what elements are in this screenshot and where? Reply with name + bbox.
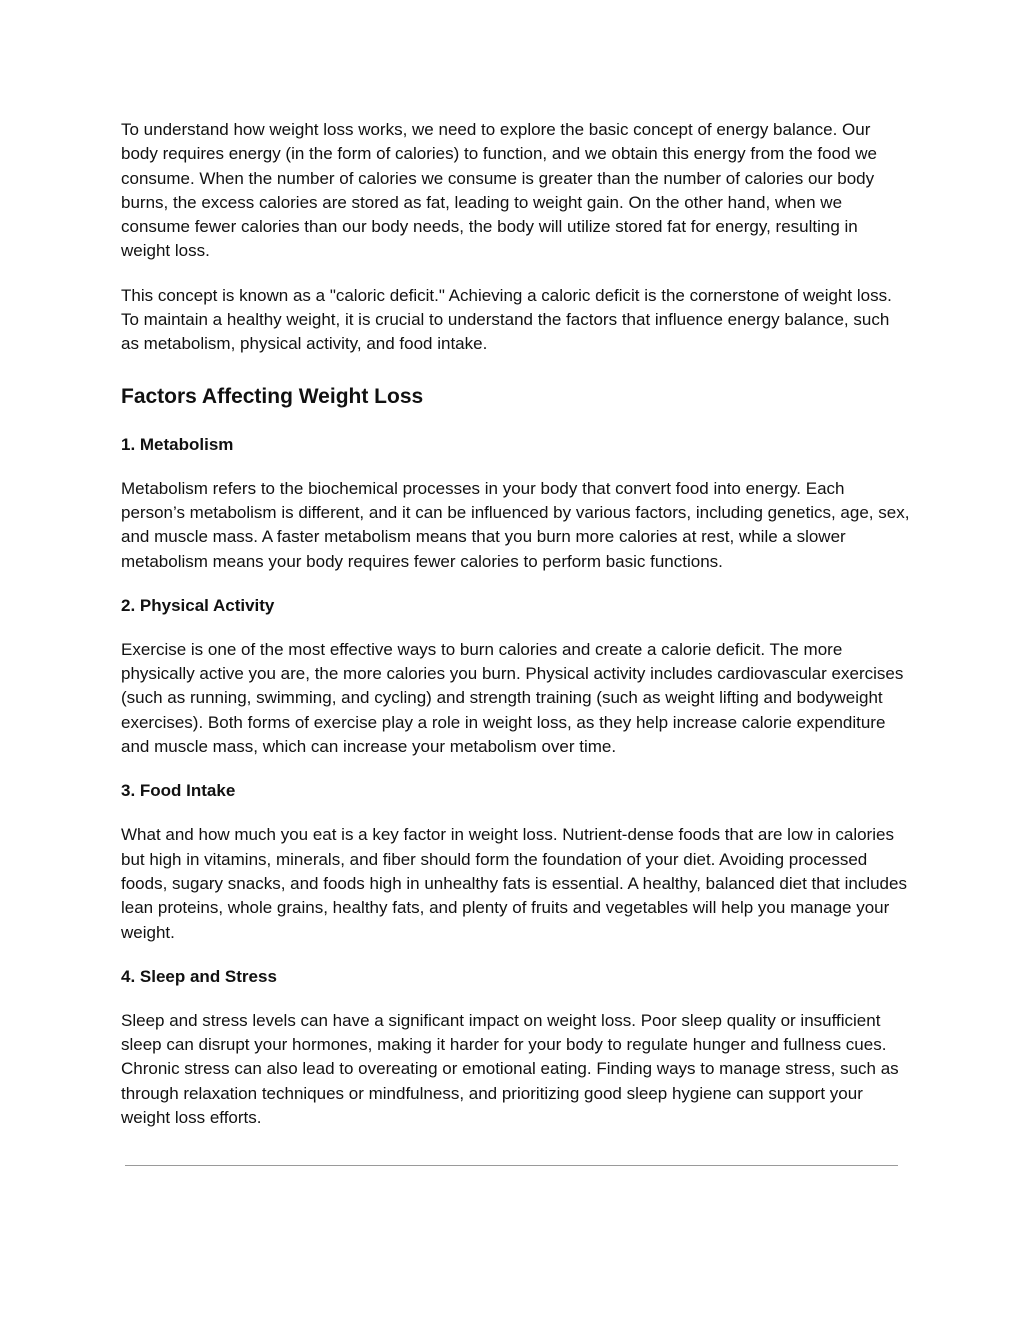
factor-heading-sleep-stress: 4. Sleep and Stress <box>121 966 277 986</box>
factor-text-physical-activity: Exercise is one of the most effective ways to burn calories and create a calorie deficit. The more physically active you are, the more calories you burn. Physical activity includes cardiovascular exercises (such as running, swimming, and cycling) and strength training (such as weight lifting and bodyweight exercises). Both forms of exercise play a role in weight loss, as they help increase calorie expenditure and muscle mass, which can increase your metabolism over time. <box>121 639 904 757</box>
factor-text-food-intake: What and how much you eat is a key factor in weight loss. Nutrient-dense foods that are low in calories but high in vitamins, minerals, and fiber should form the foundation of your diet. Avoiding processed foods, sugary snacks, and foods high in unhealthy fats is essential. A healthy, balanced diet that includes lean proteins, whole grains, healthy fats, and plenty of fruits and vegetables will help you manage your weight. <box>121 825 907 942</box>
factor-heading-physical-activity: 2. Physical Activity <box>121 595 275 615</box>
intro-paragraph-energy-balance: To understand how weight loss works, we need to explore the basic concept of energy balance. Our body requires energy (in the form of calories) to function, and we obtain this energy from the food we consume. When the number of calories we consume is greater than the number of calories our body burns, the excess calories are stored as fat, leading to weight gain. On the other hand, when we consume fewer calories than our body needs, the body will utilize stored fat for energy, resulting in weight loss. <box>121 120 877 261</box>
factor-heading-food-intake: 3. Food Intake <box>121 781 236 801</box>
section-heading: Factors Affecting Weight Loss <box>121 384 424 408</box>
horizontal-divider <box>125 1165 898 1166</box>
factor-text-sleep-stress: Sleep and stress levels can have a significant impact on weight loss. Poor sleep quality or insufficient sleep can disrupt your hormones, making it harder for your body to regulate hunger and fullness cues. Chronic stress can also lead to overeating or emotional eating. Finding ways to manage stress, such as through relaxation techniques or mindfulness, and prioritizing good sleep hygiene can support your weight loss efforts. <box>121 1010 899 1128</box>
factor-heading-metabolism: 1. Metabolism <box>121 434 234 454</box>
factor-text-metabolism: Metabolism refers to the biochemical processes in your body that convert food into energy. Each person’s metabolism is different, and it can be influenced by various factors, including genetics, age, sex, and muscle mass. A faster metabolism means that you burn more calories at rest, while a slower metabolism means your body requires fewer calories to perform basic functions. <box>121 478 910 571</box>
document-body <box>121 118 911 1130</box>
intro-paragraph-caloric-deficit: This concept is known as a "caloric deficit." Achieving a caloric deficit is the cornerstone of weight loss. To maintain a healthy weight, it is crucial to understand the factors that influence energy balance, such as metabolism, physical activity, and food intake. <box>121 285 892 354</box>
